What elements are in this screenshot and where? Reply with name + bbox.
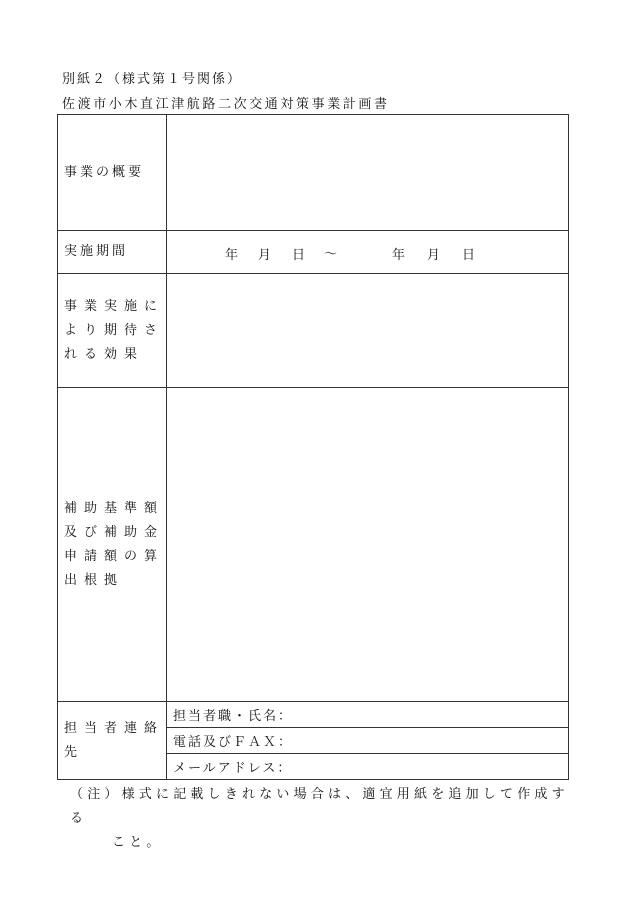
period-end-year-unit: 年 (392, 248, 406, 263)
basis-label-line2: 及び補助金 (64, 524, 165, 540)
footnote-line2: こと。 (112, 835, 164, 850)
form-reference: 別紙２（様式第１号関係） (62, 72, 243, 87)
basis-label (58, 388, 167, 702)
contact-phone-field[interactable]: 電話及びＦＡＸ： (167, 728, 569, 754)
basis-label-line4: 出根拠 (64, 572, 125, 588)
period-end-day-unit: 日 (462, 248, 476, 263)
contact-name-field[interactable]: 担当者職・氏名： (167, 702, 569, 728)
footnote (70, 783, 570, 855)
period-start-month-unit: 月 (258, 248, 272, 263)
period-start-day-unit: 日 (292, 248, 306, 263)
effect-label-line3: れる効果 (64, 346, 145, 362)
effect-label-line1: 事業実施に (64, 298, 165, 314)
contact-label-line2: 先 (64, 744, 85, 760)
contact-row-name (58, 702, 569, 728)
period-end-month-unit: 月 (427, 248, 441, 263)
period-field[interactable] (167, 231, 569, 274)
period-start-year-unit: 年 (225, 248, 239, 263)
plan-form-table (57, 114, 569, 780)
effect-label-line2: より期待さ (64, 322, 165, 338)
overview-field[interactable] (167, 115, 569, 231)
period-row (58, 231, 569, 274)
contact-label (58, 702, 167, 780)
footnote-line1: （注）様式に記載しきれない場合は、適宜用紙を追加して作成する (70, 787, 569, 826)
period-tilde: ～ (324, 247, 338, 262)
basis-field[interactable] (167, 388, 569, 702)
basis-row (58, 388, 569, 702)
effect-label (58, 274, 167, 388)
effect-field[interactable] (167, 274, 569, 388)
document-title: 佐渡市小木直江津航路二次交通対策事業計画書 (62, 97, 390, 112)
period-label: 実施期間 (58, 231, 167, 274)
basis-label-line1: 補助基準額 (64, 500, 165, 516)
basis-label-line3: 申請額の算 (64, 548, 165, 564)
contact-label-line1: 担当者連絡 (64, 720, 165, 736)
overview-label: 事業の概要 (58, 115, 167, 231)
contact-email-field[interactable]: メールアドレス： (167, 754, 569, 780)
effect-row (58, 274, 569, 388)
overview-row (58, 115, 569, 231)
